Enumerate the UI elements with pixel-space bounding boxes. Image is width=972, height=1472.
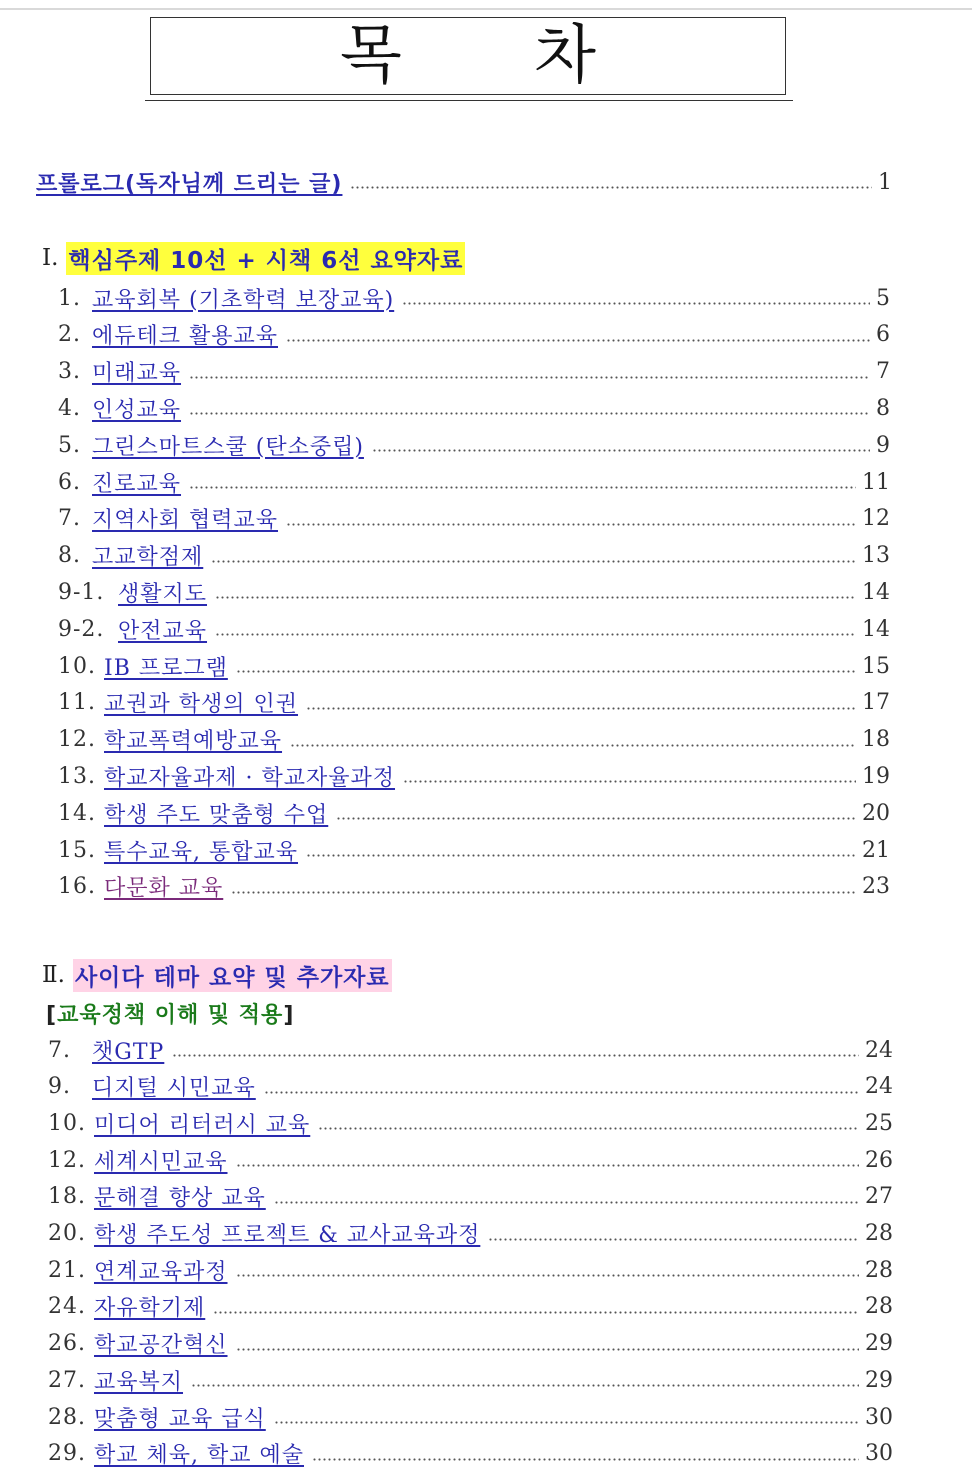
leader-dots bbox=[286, 508, 856, 530]
toc-link[interactable]: 교권과 학생의 인권 bbox=[104, 692, 299, 718]
leader-dots bbox=[274, 1406, 859, 1428]
sub-heading-text: 교육정책 이해 및 적용 bbox=[57, 1003, 284, 1028]
toc-page: 5 bbox=[876, 285, 890, 311]
section-heading-2 bbox=[42, 958, 392, 992]
toc-row[interactable] bbox=[48, 1069, 893, 1105]
toc-link[interactable]: 고교학점제 bbox=[92, 545, 204, 571]
toc-number: 27. bbox=[48, 1367, 86, 1393]
toc-link[interactable]: 교육복지 bbox=[94, 1369, 184, 1395]
toc-row[interactable] bbox=[48, 1362, 893, 1398]
section-heading-1 bbox=[42, 241, 465, 275]
leader-dots bbox=[403, 765, 856, 787]
toc-row[interactable] bbox=[48, 1326, 893, 1362]
toc-page: 21 bbox=[862, 837, 890, 863]
section-number: Ⅱ. bbox=[42, 962, 65, 988]
toc-page: 9 bbox=[876, 432, 890, 458]
leader-dots bbox=[189, 471, 856, 493]
toc-row[interactable] bbox=[58, 685, 890, 721]
toc-row[interactable] bbox=[58, 501, 890, 537]
title-underline bbox=[145, 100, 793, 101]
toc-row[interactable] bbox=[48, 1252, 893, 1288]
toc-page: 29 bbox=[865, 1367, 893, 1393]
toc-page: 18 bbox=[862, 727, 890, 753]
toc-number: 14. bbox=[58, 800, 96, 826]
toc-row[interactable] bbox=[48, 1216, 893, 1252]
toc-number: 7. bbox=[48, 1037, 71, 1063]
toc-page: 15 bbox=[862, 653, 890, 679]
toc-row[interactable] bbox=[58, 280, 890, 316]
bracket-close: ] bbox=[283, 1003, 295, 1028]
toc-link[interactable]: 안전교육 bbox=[118, 618, 208, 644]
bracket-open: [ bbox=[46, 1003, 58, 1028]
toc-page: 24 bbox=[865, 1074, 893, 1100]
toc-page: 26 bbox=[865, 1147, 893, 1173]
toc-number: 21. bbox=[48, 1257, 86, 1283]
leader-dots bbox=[318, 1112, 859, 1134]
toc-row[interactable] bbox=[48, 1105, 893, 1141]
top-divider bbox=[0, 8, 972, 10]
section-title[interactable]: 핵심주제 10선 + 시책 6선 요약자료 bbox=[66, 242, 465, 275]
toc-row[interactable] bbox=[48, 1289, 893, 1325]
page-title: 목 차 bbox=[340, 19, 652, 93]
toc-number: 5. bbox=[58, 432, 81, 458]
toc-page: 27 bbox=[865, 1184, 893, 1210]
toc-link[interactable]: 챗GTP bbox=[92, 1039, 165, 1065]
toc-page: 13 bbox=[862, 543, 890, 569]
toc-row[interactable] bbox=[58, 354, 890, 390]
leader-dots bbox=[312, 1443, 859, 1465]
toc-number: 6. bbox=[58, 469, 81, 495]
leader-dots bbox=[402, 287, 870, 309]
toc-page: 28 bbox=[865, 1294, 893, 1320]
toc-row[interactable] bbox=[58, 464, 890, 500]
toc-row[interactable] bbox=[58, 611, 890, 647]
toc-number: 24. bbox=[48, 1294, 86, 1320]
leader-dots bbox=[236, 1333, 859, 1355]
toc-row[interactable] bbox=[58, 317, 890, 353]
toc-number: 13. bbox=[58, 763, 96, 789]
toc-page: 25 bbox=[865, 1110, 893, 1136]
leader-dots bbox=[372, 434, 870, 456]
toc-link[interactable]: 디지털 시민교육 bbox=[92, 1076, 256, 1102]
leader-dots bbox=[306, 692, 856, 714]
toc-link[interactable]: 에듀테크 활용교육 bbox=[92, 324, 279, 350]
toc-number: 1. bbox=[58, 285, 81, 311]
toc-link[interactable]: 특수교육, 통합교육 bbox=[104, 839, 299, 865]
toc-link[interactable]: 연계교육과정 bbox=[94, 1259, 228, 1285]
leader-dots bbox=[264, 1076, 859, 1098]
leader-dots bbox=[189, 397, 870, 419]
toc-row[interactable] bbox=[48, 1032, 893, 1068]
toc-link[interactable]: 학교공간혁신 bbox=[94, 1333, 228, 1359]
toc-page: 28 bbox=[865, 1257, 893, 1283]
leader-dots bbox=[215, 581, 856, 603]
leader-dots bbox=[236, 655, 856, 677]
toc-number: 3. bbox=[58, 359, 81, 385]
toc-link[interactable]: 자유학기제 bbox=[94, 1296, 206, 1322]
toc-page: 28 bbox=[865, 1221, 893, 1246]
leader-dots bbox=[236, 1259, 859, 1281]
toc-row[interactable] bbox=[58, 795, 890, 831]
leader-dots bbox=[191, 1369, 859, 1391]
toc-number: 12. bbox=[48, 1147, 86, 1173]
toc-number: 4. bbox=[58, 395, 81, 421]
toc-page: 19 bbox=[862, 763, 890, 789]
leader-dots bbox=[213, 1296, 859, 1318]
toc-row[interactable] bbox=[58, 758, 890, 794]
toc-row[interactable] bbox=[58, 869, 890, 905]
toc-link[interactable]: 학교 체육, 학교 예술 bbox=[94, 1443, 304, 1469]
toc-number: 29. bbox=[48, 1441, 86, 1467]
toc-link[interactable]: 지역사회 협력교육 bbox=[92, 508, 279, 534]
toc-page: 11 bbox=[862, 469, 890, 495]
toc-number: 2. bbox=[58, 322, 81, 348]
toc-link[interactable]: 맞춤형 교육 급식 bbox=[94, 1406, 266, 1432]
leader-dots bbox=[336, 802, 856, 824]
toc-row-prologue[interactable] bbox=[36, 164, 892, 200]
toc-page: 30 bbox=[865, 1404, 893, 1430]
toc-row[interactable] bbox=[48, 1399, 893, 1435]
section-title[interactable]: 사이다 테마 요약 및 추가자료 bbox=[73, 959, 392, 992]
toc-link[interactable]: 그린스마트스쿨 (탄소중립) bbox=[92, 434, 364, 460]
toc-number: 9-2. bbox=[58, 616, 105, 642]
toc-row[interactable] bbox=[48, 1142, 893, 1178]
toc-link[interactable]: 생활지도 bbox=[118, 581, 208, 607]
toc-row[interactable] bbox=[58, 427, 890, 463]
toc-page: 12 bbox=[862, 506, 890, 532]
leader-dots bbox=[290, 729, 856, 751]
toc-link[interactable]: 학생 주도성 프로젝트 & 교사교육과정 bbox=[94, 1223, 481, 1248]
toc-link[interactable]: 교육회복 (기초학력 보장교육) bbox=[92, 287, 395, 313]
toc-row[interactable] bbox=[48, 1179, 893, 1215]
toc-number: 18. bbox=[48, 1184, 86, 1210]
toc-page: 14 bbox=[862, 579, 890, 605]
toc-page-prologue: 1 bbox=[878, 169, 892, 195]
toc-number: 28. bbox=[48, 1404, 86, 1430]
sub-heading bbox=[46, 998, 294, 1029]
toc-page: 30 bbox=[865, 1441, 893, 1467]
toc-row[interactable] bbox=[58, 538, 890, 574]
toc-link[interactable]: 인성교육 bbox=[92, 397, 182, 423]
toc-link[interactable]: 세계시민교육 bbox=[94, 1149, 228, 1175]
toc-page: 6 bbox=[876, 322, 890, 348]
toc-number: 26. bbox=[48, 1331, 86, 1357]
leader-dots bbox=[306, 839, 856, 861]
leader-dots bbox=[172, 1039, 859, 1061]
toc-link[interactable]: 학생 주도 맞춤형 수업 bbox=[104, 802, 329, 828]
toc-row[interactable] bbox=[58, 722, 890, 758]
toc-page: 7 bbox=[876, 359, 890, 385]
toc-link-prologue[interactable]: 프롤로그(독자님께 드리는 글) bbox=[36, 171, 343, 197]
toc-link[interactable]: 문해결 향상 교육 bbox=[94, 1186, 266, 1212]
toc-row[interactable] bbox=[58, 648, 890, 684]
toc-link[interactable]: 다문화 교육 bbox=[104, 876, 224, 902]
toc-number: 16. bbox=[58, 874, 96, 900]
toc-link[interactable]: 진로교육 bbox=[92, 471, 182, 497]
leader-dots bbox=[189, 361, 870, 383]
toc-link[interactable]: IB 프로그램 bbox=[104, 655, 228, 681]
toc-number: 15. bbox=[58, 837, 96, 863]
leader-dots bbox=[231, 876, 856, 898]
toc-number: 7. bbox=[58, 506, 81, 532]
toc-page: 29 bbox=[865, 1331, 893, 1357]
toc-page: 14 bbox=[862, 616, 890, 642]
toc-page: 8 bbox=[876, 395, 890, 421]
toc-row[interactable] bbox=[58, 574, 890, 610]
toc-number: 12. bbox=[58, 727, 96, 753]
toc-page: 23 bbox=[862, 874, 890, 900]
toc-link[interactable]: 미디어 리터러시 교육 bbox=[94, 1112, 311, 1138]
leader-dots bbox=[488, 1223, 859, 1245]
leader-dots bbox=[274, 1186, 859, 1208]
toc-number: 10. bbox=[48, 1110, 86, 1136]
title-box bbox=[150, 17, 786, 95]
toc-number: 8. bbox=[58, 543, 81, 569]
toc-number: 10. bbox=[58, 653, 96, 679]
toc-row[interactable] bbox=[58, 832, 890, 868]
toc-number: 9-1. bbox=[58, 579, 105, 605]
toc-link[interactable]: 학교자율과제 · 학교자율과정 bbox=[104, 765, 396, 791]
toc-row[interactable] bbox=[58, 390, 890, 426]
toc-page: 20 bbox=[862, 800, 890, 826]
leader-dots bbox=[211, 545, 856, 567]
toc-page: 24 bbox=[865, 1037, 893, 1063]
toc-number: 11. bbox=[58, 690, 96, 716]
leader-dots bbox=[215, 618, 856, 640]
leader-dots bbox=[286, 324, 870, 346]
toc-link[interactable]: 미래교육 bbox=[92, 361, 182, 387]
toc-page: 17 bbox=[862, 690, 890, 716]
section-number: Ⅰ. bbox=[42, 245, 59, 271]
toc-row[interactable] bbox=[48, 1436, 893, 1472]
toc-number: 9. bbox=[48, 1074, 71, 1100]
leader-dots bbox=[350, 171, 872, 193]
toc-link[interactable]: 학교폭력예방교육 bbox=[104, 729, 283, 755]
leader-dots bbox=[236, 1149, 859, 1171]
toc-number: 20. bbox=[48, 1221, 86, 1246]
